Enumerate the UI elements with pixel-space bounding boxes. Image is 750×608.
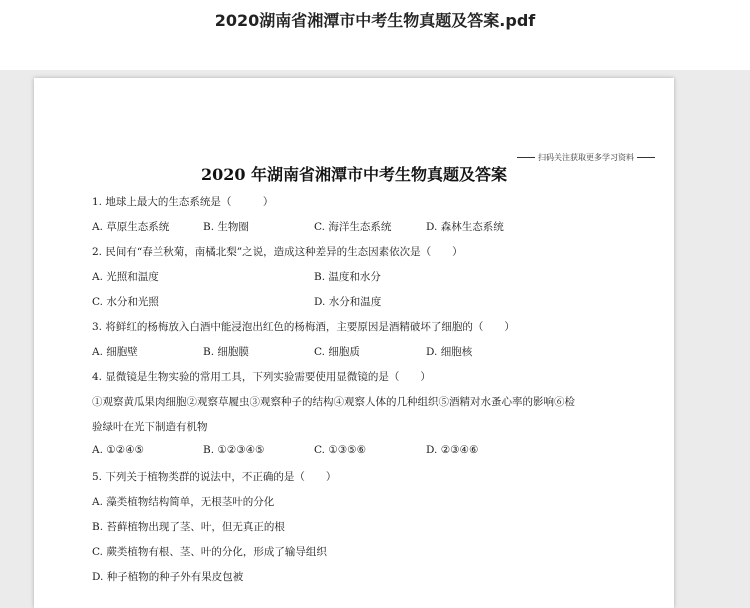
question-4-detail: 验绿叶在光下制造有机物 [92, 421, 208, 433]
q1-option-c: C. 海洋生态系统 [314, 221, 392, 233]
q2-option-b: B. 温度和水分 [314, 271, 381, 283]
divider-line [517, 157, 535, 158]
q2-option-d: D. 水分和温度 [314, 296, 382, 308]
q4-option-b: B. ①②③④⑤ [203, 444, 265, 456]
question-2-stem: 2. 民间有“春兰秋菊，南橘北梨”之说，造成这种差异的生态因素依次是（ ） [92, 246, 463, 258]
promo-text: 扫码关注获取更多学习资料 [538, 153, 634, 162]
q1-option-a: A. 草原生态系统 [92, 221, 170, 233]
divider-line [637, 157, 655, 158]
q4-option-d: D. ②③④⑥ [426, 444, 479, 456]
q1-option-d: D. 森林生态系统 [426, 221, 504, 233]
q3-option-b: B. 细胞膜 [203, 346, 249, 358]
q3-option-c: C. 细胞质 [314, 346, 360, 358]
document-filename: 2020湖南省湘潭市中考生物真题及答案.pdf [214, 11, 536, 30]
q3-option-a: A. 细胞壁 [92, 346, 138, 358]
document-page [34, 78, 674, 608]
question-3-stem: 3. 将鲜红的杨梅放入白酒中能浸泡出红色的杨梅酒，主要原因是酒精破坏了细胞的（ ） [92, 321, 515, 333]
q5-option-c: C. 蕨类植物有根、茎、叶的分化，形成了输导组织 [92, 546, 327, 558]
viewer-header [0, 0, 750, 70]
q5-option-b: B. 苔藓植物出现了茎、叶，但无真正的根 [92, 521, 285, 533]
q2-option-c: C. 水分和光照 [92, 296, 159, 308]
q5-option-a: A. 藻类植物结构简单，无根茎叶的分化 [92, 496, 275, 508]
question-4-detail: ①观察黄瓜果肉细胞②观察草履虫③观察种子的结构④观察人体的几种组织⑤酒精对水蚤心率的影响⑥检 [92, 396, 575, 408]
q4-option-c: C. ①③⑤⑥ [314, 444, 366, 456]
q3-option-d: D. 细胞核 [426, 346, 473, 358]
q4-option-a: A. ①②④⑤ [92, 444, 144, 456]
question-4-stem: 4. 显微镜是生物实验的常用工具，下列实验需要使用显微镜的是（ ） [92, 371, 431, 383]
q1-option-b: B. 生物圈 [203, 221, 249, 233]
q5-option-d: D. 种子植物的种子外有果皮包被 [92, 571, 244, 583]
page-heading: 2020 年湖南省湘潭市中考生物真题及答案 [200, 165, 508, 184]
question-1-stem: 1. 地球上最大的生态系统是（ ） [92, 196, 274, 208]
question-5-stem: 5. 下列关于植物类群的说法中，不正确的是（ ） [92, 471, 337, 483]
q2-option-a: A. 光照和温度 [92, 271, 159, 283]
